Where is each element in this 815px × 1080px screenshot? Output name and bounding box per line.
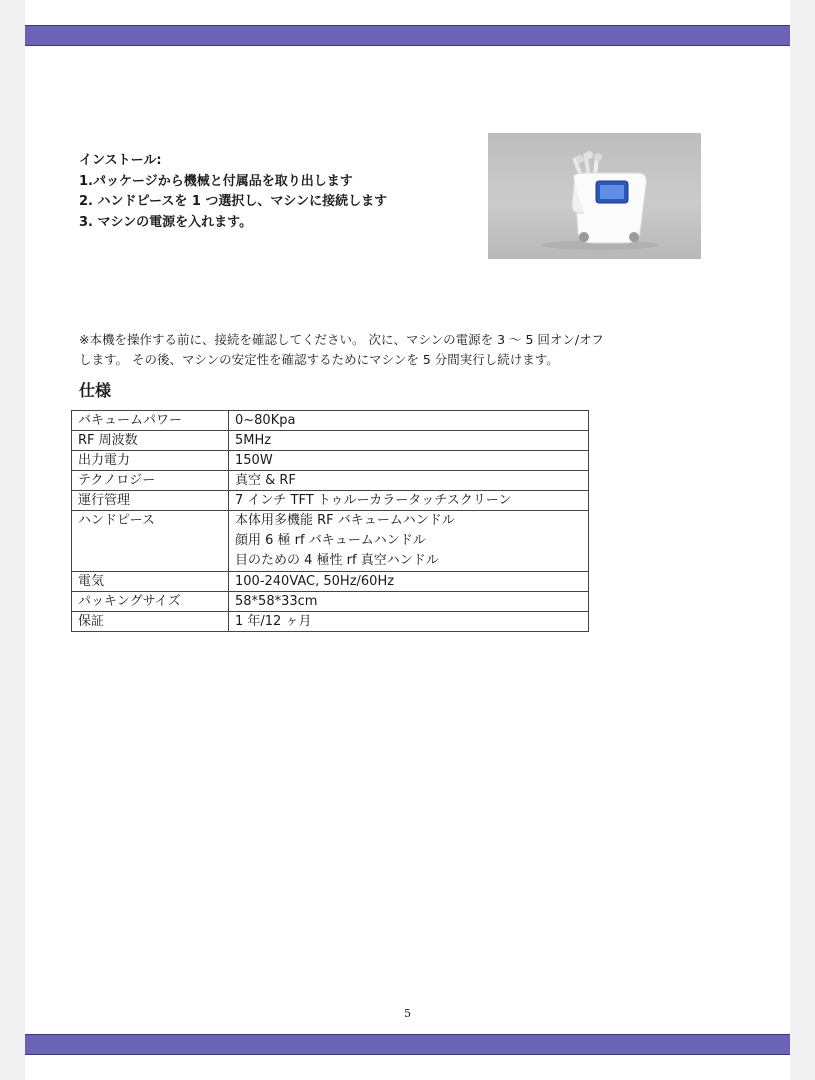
table-row — [72, 572, 589, 592]
table-row — [72, 511, 589, 572]
spec-value-line: 目のための 4 極性 rf 真空ハンドル — [235, 553, 439, 568]
spec-label: 保証 — [72, 612, 229, 632]
spec-value: 0~80Kpa — [229, 411, 589, 431]
spec-value: 真空 & RF — [229, 471, 589, 491]
device-illustration — [488, 133, 701, 259]
spec-value-line: 本体用多機能 RF バキュームハンドル — [235, 513, 455, 528]
header-band — [25, 25, 790, 46]
spec-value-multi — [229, 511, 589, 572]
spec-label: バキュームパワー — [72, 411, 229, 431]
table-row — [72, 431, 589, 451]
page-number: 5 — [404, 1007, 411, 1020]
note-line: ※本機を操作する前に、接続を確認してください。 次に、マシンの電源を 3 ～ 5 回オン/オフ — [79, 332, 604, 347]
install-step: 1.パッケージから機械と付属品を取り出します — [79, 173, 353, 189]
table-row — [72, 612, 589, 632]
spec-title: 仕様 — [79, 381, 112, 400]
footer-band — [25, 1034, 790, 1055]
spec-value: 1 年/12 ヶ月 — [229, 612, 589, 632]
spec-label: パッキングサイズ — [72, 592, 229, 612]
spec-label: 出力電力 — [72, 451, 229, 471]
table-row — [72, 592, 589, 612]
document-page — [25, 0, 790, 1080]
spec-value-line: 顔用 6 極 rf バキュームハンドル — [235, 533, 426, 548]
install-section — [79, 151, 387, 233]
spec-value: 58*58*33cm — [229, 592, 589, 612]
spec-label: RF 周波数 — [72, 431, 229, 451]
install-title: インストール: — [79, 153, 162, 168]
table-row — [72, 471, 589, 491]
table-row — [72, 451, 589, 471]
spec-value: 7 インチ TFT トゥルーカラータッチスクリーン — [229, 491, 589, 511]
table-row — [72, 411, 589, 431]
spec-label: ハンドピース — [72, 511, 229, 572]
spec-label: テクノロジー — [72, 471, 229, 491]
spec-value: 5MHz — [229, 431, 589, 451]
note-line: します。 その後、マシンの安定性を確認するためにマシンを 5 分間実行し続けます。 — [79, 352, 559, 367]
install-step: 2. ハンドピースを 1 つ選択し、マシンに接続します — [79, 194, 388, 209]
spec-label: 電気 — [72, 572, 229, 592]
product-photo — [488, 133, 701, 259]
spec-value: 100-240VAC, 50Hz/60Hz — [229, 572, 589, 592]
spec-label: 運行管理 — [72, 491, 229, 511]
install-step: 3. マシンの電源を入れます。 — [79, 214, 253, 230]
table-row — [72, 491, 589, 511]
spec-table — [71, 410, 589, 632]
spec-value: 150W — [229, 451, 589, 471]
operation-note — [79, 330, 604, 370]
